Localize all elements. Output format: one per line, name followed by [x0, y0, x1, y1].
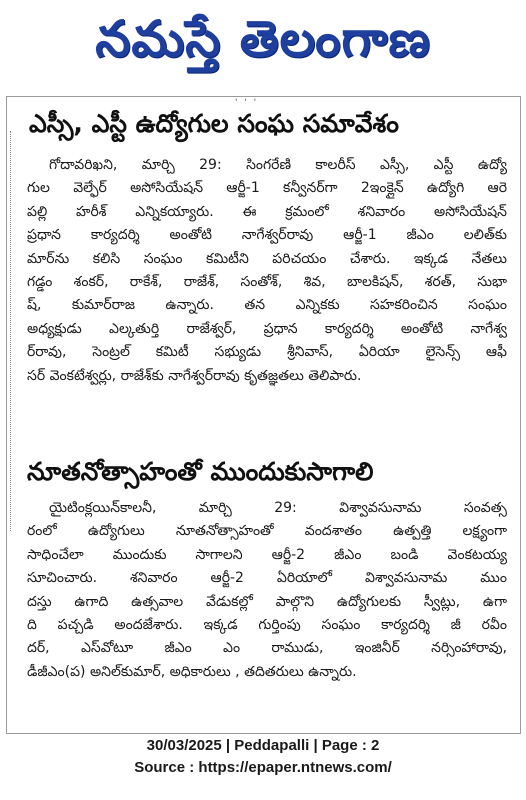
article-1-line: ర్‌రావు, సెంట్రల్ కమిటీ సభ్యుడు శ్రీనివాస్, ఏరియా లైసెన్స్ ఆఫీ: [27, 344, 507, 361]
clipping-left-edge: [10, 131, 13, 531]
article-1-line: మార్‌ను కలిసి సంఘం కమిటీని పరిచయం చేశారు. ఇక్కడ నేతలు: [27, 250, 507, 267]
article-1-line: పల్లి హరీశ్ ఎన్నికయ్యారు. ఈ క్రమంలో శనివారం అసోసియేషన్: [27, 203, 507, 220]
article-1-line: ప్రధాన కార్యదర్శి అంతోటి నాగేశ్వర్‌రావు ఆర్జీ-1 జీఎం లలిత్‌కు: [27, 227, 507, 244]
article-2-line: సాధించేలా ముందుకు సాగాలని ఆర్జీ-2 జీఎం బండి వెంకటయ్య: [27, 546, 507, 563]
article-2-headline: నూతనోత్సాహంతో ముందుకుసాగాలి: [27, 457, 374, 486]
article-1-headline: ఎస్సీ, ఎస్టీ ఉద్యోగుల సంఘ సమావేశం: [29, 109, 399, 138]
article-1-line: గడ్డం శంకర్, రాకేశ్, రాజేశ్, సంతోశ్, శివ, బాలకిషన్, శరత్, సుభా: [27, 274, 507, 291]
article-1-line: సర్ వెంకటేశ్వర్లు, రాజేశ్‌కు నాగేశ్వర్‌రావు కృతజ్ఞతలు తెలిపారు.: [27, 367, 362, 384]
article-1-line: గోదావరిఖని, మార్చి 29: సింగరేణి కాలరీస్ ఎస్సీ, ఎస్టీ ఉద్యో: [49, 157, 507, 173]
newspaper-logo: నమస్తే తెలంగాణ: [95, 10, 431, 68]
article-2-line: దర్, ఎస్‌వోటూ జీఎం ఎం రాముడు, ఇంజినీర్ నర్సింహారావు,: [27, 640, 507, 657]
article-2-line: రంలో ఉద్యోగులు నూతనోత్సాహంతో వందశాతం ఉత్పత్తి లక్ష్యంగా: [27, 523, 507, 540]
article-1-body: [27, 154, 507, 388]
article-2-line: సూచించారు. శనివారం ఆర్జీ-2 ఏరియాలో విశ్వావసునామ ముం: [27, 570, 507, 587]
article-1-line: ష్, కుమార్‌రాజ ఉన్నారు. తన ఎన్నికకు సహకరించిన సంఘం: [27, 297, 507, 314]
article-2-body: [27, 497, 507, 684]
article-2-line: దస్తు ఉగాది ఉత్సవాల వేడుకల్లో పాల్గొని ఉద్యోగులకు స్వీట్లు, ఉగా: [27, 593, 507, 610]
article-2-line: డీజీఎం(ప) అనిల్‌కుమార్, అధికారులు , తదితరులు ఉన్నారు.: [27, 663, 357, 680]
masthead: [0, 0, 526, 78]
article-1-line: అధ్యక్షుడు ఎల్కతుర్తి రాజేశ్వర్, ప్రధాన కార్యదర్శి అంతోటి నాగేశ్వ: [27, 320, 507, 337]
news-clipping: [6, 96, 521, 734]
article-1-line: గుల వెల్ఫేర్ అసోసియేషన్ ఆర్జీ-1 కన్వీనర్‌గా 2ఇంక్లైన్ ఉద్యోగి ఆరె: [27, 180, 507, 197]
clipping-top-marks: ' ' ': [235, 98, 259, 108]
article-2-line: యైటింక్లయిన్‌కాలనీ, మార్చి 29: విశ్వావసునామ సంవత్స: [49, 500, 507, 516]
article-2-line: ది పచ్చడి అందజేశారు. ఇక్కడ గుర్తింపు సంఘం కార్యదర్శి జీ రవీం: [27, 617, 507, 634]
footer-dateline: 30/03/2025 | Peddapalli | Page : 2: [146, 737, 380, 754]
footer-source: Source : https://epaper.ntnews.com/: [134, 759, 392, 776]
